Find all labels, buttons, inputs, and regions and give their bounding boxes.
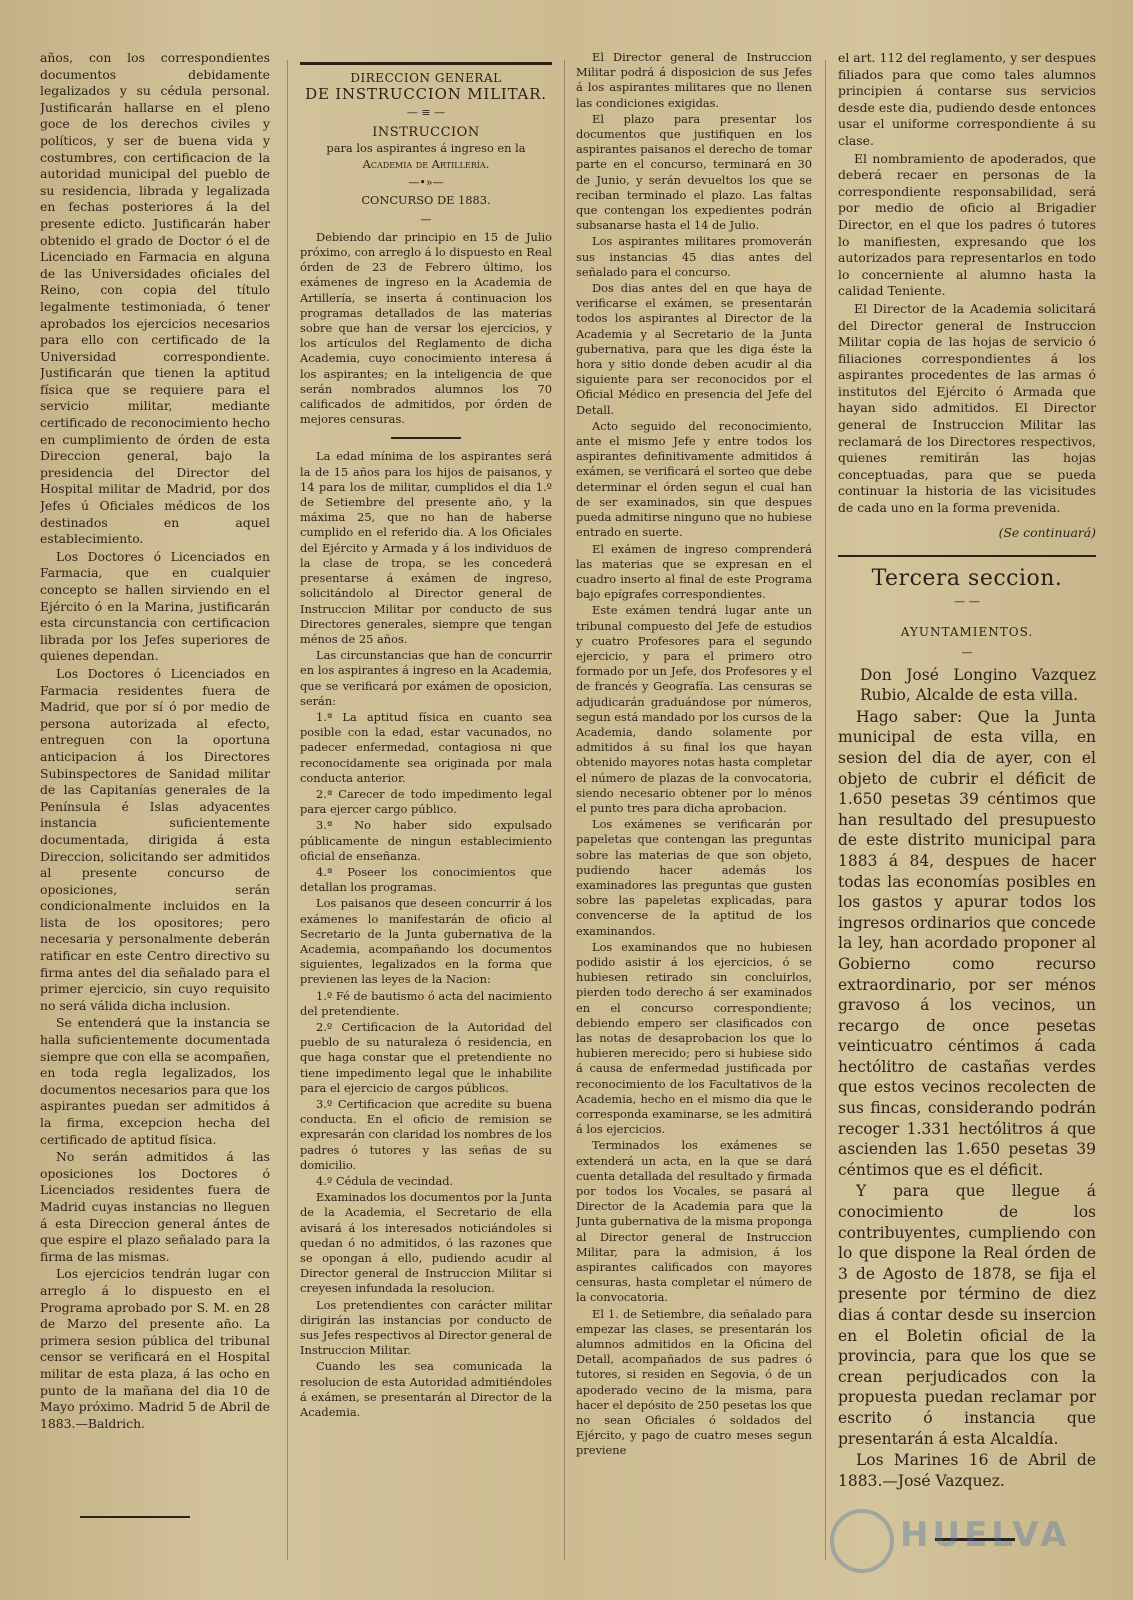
signature-line: Los Marines 16 de Abril de 1883.—José Vazquez.: [838, 1451, 1096, 1490]
paragraph: Acto seguido del reconocimiento, ante el mismo Jefe y entre todos los aspirantes definitivamente admitidos á exámen, se verificará el sorteo que debe determinar el órden segun el cual han de ser examinados, sin que despues pueda admitirse ninguno que no hubiese entrado en suerte.: [576, 418, 812, 540]
paragraph: Cuando les sea comunicada la resolucion de esta Autoridad admitiéndoles á exámen, se presentarán al Director de la Academia.: [300, 1359, 552, 1420]
separator: —: [420, 212, 432, 226]
column-4: [838, 50, 1096, 1570]
separator: — ≡ —: [406, 106, 446, 120]
paragraph: El exámen de ingreso comprenderá las materias que se expresan en el cuadro inserto al final de este Programa bajo epígrafes correspondientes.: [576, 541, 812, 602]
separator: — —: [954, 594, 980, 608]
paragraph: El Director general de Instruccion Militar podrá á disposicion de sus Jefes á los aspirantes militares que no llenen las condiciones exigidas.: [576, 50, 812, 110]
watermark-seal-icon: [830, 1509, 894, 1573]
paragraph: Los pretendientes con carácter militar dirigirán las instancias por conducto de sus Jefes respectivos al Director general de Instruccion Militar.: [300, 1297, 552, 1358]
list-item: 1.º Fé de bautismo ó acta del nacimiento del pretendiente.: [300, 988, 552, 1018]
section-rule: [838, 555, 1096, 557]
column-3: [576, 50, 812, 1570]
paragraph: Los ejercicios tendrán lugar con arreglo á lo dispuesto en el Programa aprobado por S. M. en 28 de Marzo del presente año. La primera sesion pública del tribunal censor se verificará en el Hospital militar de esta plaza, á las ocho en punto de la mañana del dia 10 de Mayo próximo. Madrid 5 de Abril de 1883.—Baldrich.: [40, 1266, 270, 1431]
list-item: 1.ª La aptitud física en cuanto sea posible con la edad, estar vacunados, no padecer enfermedad, contagiosa ni que reconocidamente sea originada por mala conducta anterior.: [300, 709, 552, 785]
list-item: 2.ª Carecer de todo impedimento legal para ejercer cargo público.: [300, 786, 552, 817]
paragraph: Los aspirantes militares promoverán sus instancias 45 dias antes del señalado para el concurso.: [576, 234, 812, 279]
paragraph: Las circunstancias que han de concurrir en los aspirantes á ingreso en la Academia, que se verificará por exámen de oposicion, serán:: [300, 648, 552, 708]
paragraph: Dos dias antes del en que haya de verificarse el exámen, se presentarán todos los aspirantes al Director de la Academia y al Secretario de la Junta gubernativa, para que les diga éste la hora y sitio donde deben acudir al dia siguiente para ser reconocidos por el Oficial Médico en presencia del Jefe del Detall.: [576, 281, 812, 417]
paragraph: Los paisanos que deseen concurrir á los exámenes lo manifestarán de oficio al Secretario de la Junta gubernativa de la Academia, acompañando los documentos siguientes, legalizados en la forma que previenen las leyes de la Nacion:: [300, 896, 552, 987]
paragraph: Los Doctores ó Licenciados en Farmacia, que en cualquier concepto se hallen sirviendo en el Ejército ó en la Marina, justificarán esta circunstancia con certificacion librada por los Jefes superiores de quienes dependan.: [40, 548, 270, 664]
paragraph: El nombramiento de apoderados, que deberá recaer en personas de la correspondiente responsabilidad, será por medio de oficio al Brigadier Director, en el que los padres ó tutores lo manifiesten, expresando que los autorizados para representarlos en todo lo concerniente al alumno hasta la calidad Teniente.: [838, 150, 1096, 299]
heading-direccion: DIRECCION GENERAL: [350, 71, 502, 85]
paragraph: Examinados los documentos por la Junta de la Academia, el Secretario de ella avisará á los interesados noticiándoles si quedan ó no admitidos, ó las razones que se opongan á ello, pudiendo acudir al Director general de Instruccion Militar si creyesen infundada la resolucion.: [300, 1190, 552, 1296]
separator: —: [961, 646, 973, 659]
paragraph: No serán admitidos á las oposiciones los Doctores ó Licenciados residentes fuera de Madrid cuyas instancias no lleguen á esta Direccion general ántes de que espire el plazo señalado para la firma de las mismas.: [40, 1149, 270, 1264]
continuation-note: (Se continuará): [998, 524, 1096, 540]
paragraph: El plazo para presentar los documentos que justifiquen en los aspirantes paisanos el derecho de tomar parte en el concurso, terminará en 30 de Junio, y serán devueltos los que se reciban terminado el plazo. Las faltas que contengan los expedientes podrán subsanarse hasta el 14 de Julio.: [576, 111, 812, 233]
archive-watermark: [830, 1505, 1070, 1575]
paragraph: Este exámen tendrá lugar ante un tribunal compuesto del Jefe de estudios y cuatro Profesores para el segundo ejercicio, y para el primero otro formado por un Jefe, dos Profesores y el de francés y Geografía. Las censuras se adjudicarán graduándose por números, segun está mandado por los cursos de la Academia, dando solamente por admitidos á su final los que hayan obtenido mayores notas hasta completar el número de plazas de la convocatoria, siendo necesario obtener por lo ménos el punto tres para dicha aprobacion.: [576, 603, 812, 815]
heading-instruccion-militar: DE INSTRUCCION MILITAR.: [305, 85, 547, 104]
paragraph: La edad mínima de los aspirantes será la de 15 años para los hijos de paisanos, y 14 para los de militar, cumplidos el dia 1.º de Setiembre del presente año, y la máxima 25, que no han de haberse cumplido en el referido dia. A los Oficiales del Ejército y Armada y á los individuos de la clase de tropa, se les concederá presentarse á exámen de ingreso, solicitándolo al Director general de Instruccion Militar por conducto de sus Directores generales, siempre que tengan ménos de 25 años.: [300, 449, 552, 646]
municipal-edict: [838, 665, 1096, 1492]
list-item: 2.º Certificacion de la Autoridad del pueblo de su naturaleza ó residencia, en que haga constar que el pretendiente no tiene impedimento legal que le inhabilite para el ejercicio de cargos públicos.: [300, 1019, 552, 1095]
paragraph: Se entenderá que la instancia se halla suficientemente documentada siempre que con ella se acompañen, en toda regla legalizados, los documentos necesarios para que los aspirantes puedan ser admitidos á la firma, excepcion hecha del certificado de aptitud física.: [40, 1015, 270, 1147]
ayuntamientos-heading: AYUNTAMIENTOS.: [900, 625, 1034, 640]
short-rule: [391, 437, 461, 439]
academy-name: Academia de Artillería.: [362, 157, 490, 172]
paragraph: Los Doctores ó Licenciados en Farmacia residentes fuera de Madrid, que por sí ó por medio de persona autorizada al efecto, entreguen con la oportuna anticipacion á los Directores Subinspectores de Sanidad militar de las Capitanías generales de la Península é Islas adyacentes instancia suficientemente documentada, dirigida á esta Direccion, solicitando ser admitidos al presente concurso de oposiciones, serán condicionalmente incluidos en la lista de los opositores; pero necesaria y personalmente deberán ratificar en este Centro directivo su firma antes del dia señalado para el primer ejercicio, sin cuyo requisito no será válida dicha inclusion.: [40, 665, 270, 1013]
list-item: 3.º Certificacion que acredite su buena conducta. En el oficio de remision se expresarán con claridad los nombres de los padres ó tutores y las señas de su domicilio.: [300, 1097, 552, 1172]
column-divider: [825, 60, 826, 1560]
section-title: Tercera seccion.: [871, 566, 1063, 592]
paragraph: Terminados los exámenes se extenderá un acta, en la que se dará cuenta detallada del resultado y firmada por todos los Vocales, se pasará al Director de la Academia para que la Junta gubernativa de la misma proponga al Director general de Instruccion Militar, para la admision, á los aspirantes calificados con mayores censuras, hasta completar el número de la convocatoria.: [576, 1138, 812, 1305]
heading-instruccion: INSTRUCCION: [372, 124, 480, 140]
paragraph: Hago saber: Que la Junta municipal de esta villa, en sesion del dia de ayer, con el objeto de cubrir el déficit de 1.650 pesetas 39 céntimos que han resultado del presupuesto de este distrito municipal para 1883 á 84, despues de hacer todas las economías posibles en los gastos y apurar todos los ingresos ordinarios que concede la ley, han acordado proponer al Gobierno como recurso extraordinario, por ser ménos gravoso á los vecinos, un recargo de once pesetas veinticuatro céntimos á cada hectólitro de castañas verdes que estos vecinos recolecten de sus fincas, considerando podrán recoger 1.331 hectólitros á que ascienden las 1.650 pesetas 39 céntimos que es el déficit.: [838, 707, 1096, 1179]
list-item: 3.ª No haber sido expulsado públicamente de ningun establecimiento oficial de enseñanza.: [300, 818, 552, 863]
list-item: 4.º Cédula de vecindad.: [316, 1174, 454, 1189]
separator: —•»—: [408, 176, 444, 190]
mayor-intro-text: Don José Longino Vazquez Rubio, Alcalde de esta villa.: [860, 665, 1096, 705]
paragraph: El 1. de Setiembre, dia señalado para empezar las clases, se presentarán los alumnos admitidos en la Oficina del Detall, acompañados de sus padres ó tutores, si residen en Segovia, ó de un apoderado vecino de la misma, para hacer el depósito de 250 pesetas los que no sean Oficiales ó soldados del Ejército, y pago de cuatro meses segun previene: [576, 1306, 812, 1458]
paragraph: Los examinandos que no hubiesen podido asistir á los ejercicios, ó se hubiesen retirado sin concluirlos, pierden todo derecho á ser examinados en el concurso correspondiente; debiendo empero ser clasificados con las notas de desaprobacion los que lo hubieren merecido; pero si hubiese sido á causa de enfermedad justificada por reconocimiento de los Facultativos de la Academia, hecho en el mismo dia que le corresponda examinarse, se les admitirá á los ejercicios.: [576, 939, 812, 1137]
header-rule: [300, 62, 552, 65]
column-2: [300, 50, 552, 1570]
paragraph: Y para que llegue á conocimiento de los contribuyentes, cumpliendo con lo que dispone la Real órden de 3 de Agosto de 1878, se fija el presente por término de diez dias á contar desde su insercion en el Boletin oficial de la provincia, para que los que se crean perjudicados con la propuesta puedan reclamar por escrito ó instancia que presentarán á esta Alcaldía.: [838, 1182, 1096, 1448]
paragraph: Debiendo dar principio en 15 de Julio próximo, con arreglo á lo dispuesto en Real órden de 23 de Febrero último, los exámenes de ingreso en la Academia de Artillería, se inserta á continuacion los programas detallados de las materias sobre que han de versar los ejercicios, y los artículos del Reglamento de dicha Academia, cuyo conocimiento interesa á los aspirantes; en la inteligencia de que serán nombrados alumnos los 70 calificados de admitidos, por órden de mejores censuras.: [300, 229, 552, 427]
column-divider: [564, 60, 565, 1560]
paragraph: Los exámenes se verificarán por papeletas que contengan las preguntas sobre las materias de que son objeto, pudiendo hacer además los examinadores las preguntas que gusten sobre las papeletas explicadas, para convencerse de la aptitud de los examinandos.: [576, 817, 812, 938]
contest-title: CONCURSO DE 1883.: [361, 193, 491, 208]
subheading: para los aspirantes á ingreso en la: [326, 140, 526, 155]
mayor-intro: [838, 665, 1096, 706]
end-rule: [80, 1516, 190, 1518]
watermark-text: HUELVA: [900, 1515, 1071, 1555]
paragraph: años, con los correspondientes documentos debidamente legalizados y su cédula personal. Justificarán hallarse en el pleno goce de los derechos civiles y políticos, y ser de buena vida y costumbres, con certificacion de la autoridad municipal del pueblo de su residencia, librada y legalizada en fechas posteriores á la del presente edicto. Justificarán haber obtenido el grado de Doctor ó el de Licenciado en Farmacia en alguna de las Universidades oficiales del Reino, con copia del título legalmente testimoniada, ó tener aprobados los ejercicios necesarios para ello con certificado de la Universidad correspondiente. Justificarán que tienen la aptitud física que se requiere para el servicio militar, mediante certificado de reconocimiento hecho en cumplimiento de órden de esta Direccion general, bajo la presidencia del Director del Hospital militar de Madrid, por dos Jefes ú Oficiales médicos de los destinados en aquel establecimiento.: [40, 50, 270, 547]
paragraph: el art. 112 del reglamento, y ser despues filiados para que como tales alumnos principien á contarse sus servicios desde este dia, pudiendo desde entonces usar el uniforme correspondiente á su clase.: [838, 50, 1096, 148]
column-divider: [287, 60, 288, 1560]
list-item: 4.ª Poseer los conocimientos que detallan los programas.: [300, 864, 552, 895]
column-1: [40, 50, 270, 1570]
paragraph: El Director de la Academia solicitará del Director general de Instruccion Militar copia de las hojas de servicio ó filiaciones correspondientes á los aspirantes procedentes de las armas ó institutos del Ejército ó Armada que hayan sido admitidos. El Director general de Instruccion Militar las reclamará de los Directores respectivos, quienes remitirán las hojas conceptuadas, para que se pueda continuar la historia de las vicisitudes de cada uno en la forma prevenida.: [838, 300, 1096, 516]
